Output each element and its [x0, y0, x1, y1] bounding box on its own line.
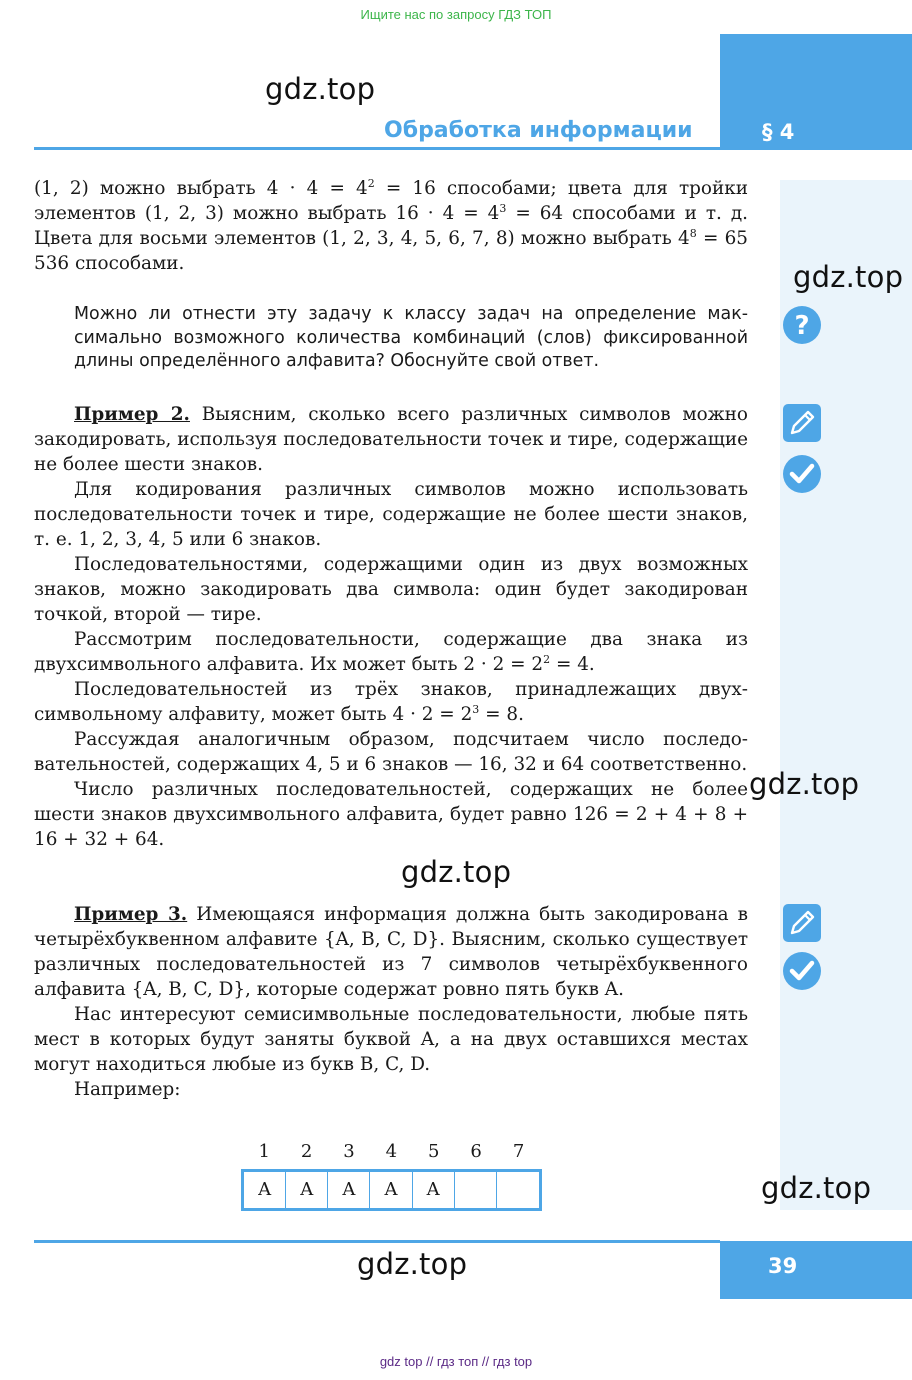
sequence-cell: A	[244, 1172, 286, 1208]
sequence-positions	[243, 1141, 540, 1162]
header-tab	[720, 34, 912, 150]
top-promo-note: Ищите нас по запросу ГДЗ ТОП	[360, 7, 552, 22]
intro-text: = 16 способами; цвета для тройки элементов (1, 2, 3) можно выбрать 16 · 4 = 4	[34, 178, 748, 224]
example-3-text: Имеющаяся информация должна быть закодирована в четырёхбуквенном алфавите {A, B, C, D}. Выясним, сколько существует различных последовательностей из 7 символов четырёхбуквенного алфавита {A, B, C, D}, которые содержат ровно пять букв A.	[34, 904, 748, 1000]
watermark: gdz.top	[793, 260, 904, 294]
section-number: § 4	[762, 120, 795, 144]
exponent: 3	[472, 703, 480, 716]
sequence-cell: A	[413, 1172, 455, 1208]
watermark: gdz.top	[265, 72, 376, 106]
intro-text: = 64 способами и т. д. Цвета для восьми элементов (1, 2, 3, 4, 5, 6, 7, 8) можно выбрать 4	[34, 203, 748, 249]
position-number: 4	[385, 1141, 398, 1162]
intro-text: = 65 536 способами.	[34, 228, 748, 274]
bottom-promo-note: gdz top // гдз топ // гдз top	[379, 1354, 533, 1369]
pencil-icon	[782, 403, 822, 443]
example-2-text: Выясним, сколько всего различных символов можно закодировать, используя последовательности точек и тире, содержащие не более шести знаков.	[34, 404, 748, 475]
example-2-paragraph: Для кодирования различных символов можно использовать последовательности точек и тире, содержащие не более шести знаков, т. е. 1, 2, 3, 4, 5 или 6 знаков.	[34, 479, 748, 550]
example-2-paragraph: Число различных последовательностей, содержащих не более шести знаков двухсимвольного алфавита, будет равно 126 = 2 + 4 + 8 + 16 + 32 + 64.	[34, 779, 748, 850]
exponent: 3	[499, 202, 507, 215]
position-number: 1	[258, 1141, 270, 1162]
example-2-paragraph: Рассмотрим последовательности, содержащие два знака из двухсимвольного алфавита. Их может быть $2 \cdot 2 = 2^2 = 4$.	[34, 629, 748, 675]
watermark: gdz.top	[401, 855, 512, 889]
header-divider	[34, 147, 720, 150]
example-3-paragraph: Например:	[74, 1079, 181, 1100]
example-3-paragraph: Нас интересуют семисимвольные последовательности, любые пять мест в которых будут заняты буквой A, а на двух оставшихся местах могут находиться любые из букв B, C, D.	[34, 1004, 748, 1075]
watermark: gdz.top	[761, 1171, 872, 1205]
check-icon	[782, 951, 822, 991]
position-number: 3	[343, 1141, 355, 1162]
exponent: 2	[367, 177, 375, 190]
intro-text: (1, 2) можно выбрать 4 · 4 = 4	[34, 178, 368, 199]
question-text: Можно ли отнести эту задачу к классу задач на определение максимально возможного количества комбинаций (слов) фиксированной длины определённого алфавита? Обоснуйте свой ответ.	[74, 304, 748, 371]
position-number: 5	[428, 1141, 440, 1162]
position-number: 6	[470, 1141, 482, 1162]
sequence-cell	[455, 1172, 497, 1208]
watermark: gdz.top	[357, 1247, 468, 1281]
example-3-label: Пример 3.	[74, 904, 188, 925]
position-number: 7	[512, 1141, 525, 1162]
example-2-label: Пример 2.	[74, 404, 190, 425]
position-number: 2	[300, 1141, 313, 1162]
sequence-cell: A	[370, 1172, 412, 1208]
question-icon	[782, 305, 822, 345]
footer-divider	[34, 1240, 720, 1243]
example-3	[34, 902, 748, 1102]
chapter-title: Обработка информации	[384, 118, 693, 143]
example-2-paragraph: Последовательностей из трёх знаков, принадлежащих двухсимвольному алфавиту, может быть $4 \cdot 2 = 2^3 = 8$.	[34, 679, 748, 725]
sequence-cell: A	[286, 1172, 328, 1208]
sequence-cell	[497, 1172, 539, 1208]
page-number: 39	[768, 1254, 798, 1278]
example-2-paragraph: Последовательностями, содержащими один из двух возможных знаков, можно закодировать два символа: один будет закодирован точкой, второй — тире.	[34, 554, 748, 625]
sequence-cell: A	[328, 1172, 370, 1208]
example-2	[34, 402, 748, 852]
footer-tab	[720, 1241, 912, 1299]
intro-paragraph	[34, 176, 748, 276]
svg-text:?: ?	[794, 311, 810, 341]
exponent: 8	[689, 227, 697, 240]
watermark: gdz.top	[749, 767, 860, 801]
check-icon	[782, 454, 822, 494]
pencil-icon	[782, 903, 822, 943]
example-2-paragraph: Рассуждая аналогичным образом, подсчитаем число последовательностей, содержащих 4, 5 и 6 знаков — 16, 32 и 64 соответственно.	[34, 729, 748, 775]
exponent: 2	[543, 653, 551, 666]
sequence-table	[241, 1169, 542, 1211]
